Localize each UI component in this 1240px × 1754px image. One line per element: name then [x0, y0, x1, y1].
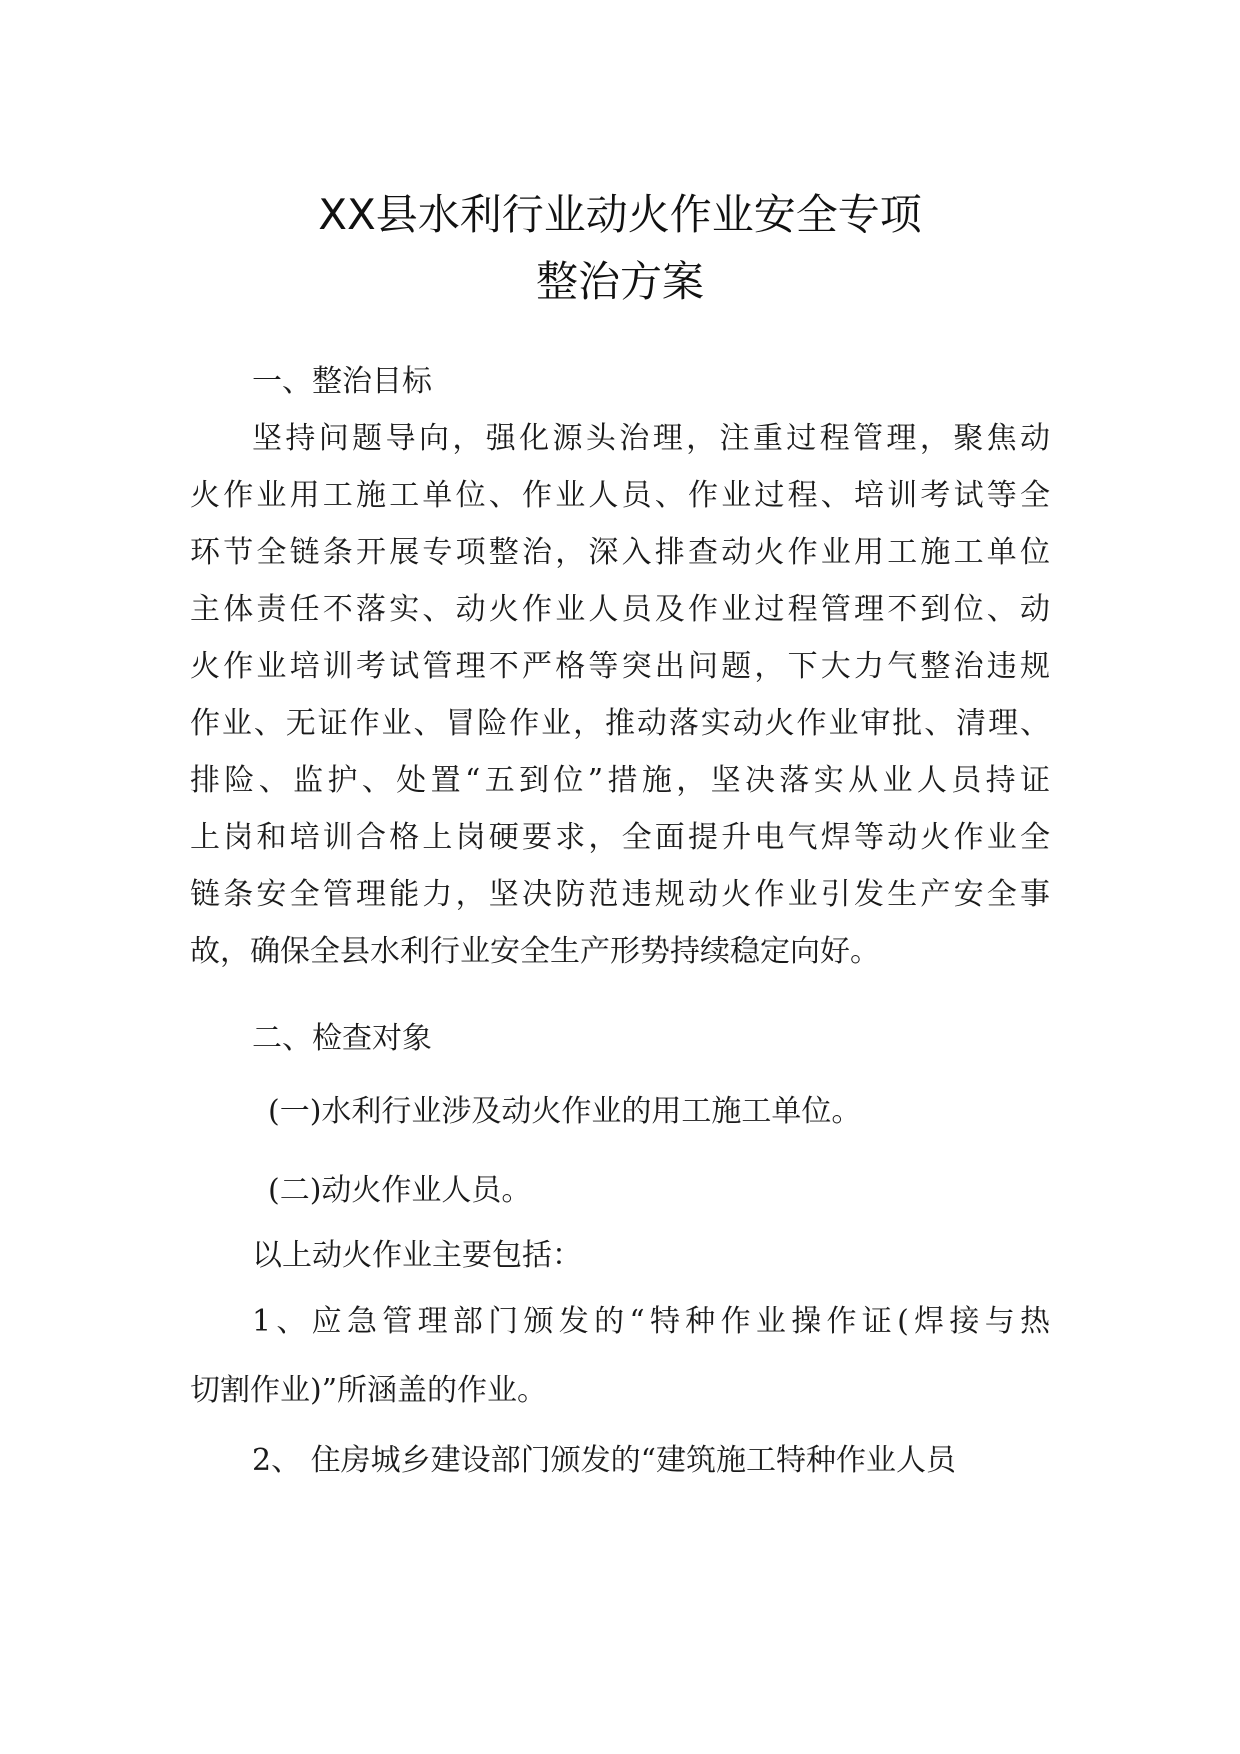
- paragraph-line: 作业、无证作业、冒险作业，推动落实动火作业审批、清理、: [190, 706, 1050, 741]
- section-heading-goals: 一、整治目标: [252, 364, 432, 399]
- paragraph-line: 火作业用工施工单位、作业人员、作业过程、培训考试等全: [190, 478, 1050, 513]
- scope-intro: 以上动火作业主要包括：: [252, 1238, 582, 1273]
- paragraph-line: 主体责任不落实、动火作业人员及作业过程管理不到位、动: [190, 592, 1050, 627]
- list-item: (二)动火作业人员。: [268, 1173, 532, 1208]
- numbered-point-line: 1、应急管理部门颁发的“特种作业操作证(焊接与热: [252, 1304, 1050, 1339]
- document-title-line-2: 整治方案: [535, 257, 704, 306]
- paragraph-line: 故，确保全县水利行业安全生产形势持续稳定向好。: [190, 934, 880, 969]
- paragraph-line: 上岗和培训合格上岗硬要求，全面提升电气焊等动火作业全: [190, 820, 1050, 855]
- paragraph-line: 链条安全管理能力，坚决防范违规动火作业引发生产安全事: [190, 877, 1050, 912]
- numbered-point-line: 2、 住房城乡建设部门颁发的“建筑施工特种作业人员: [252, 1443, 956, 1478]
- paragraph-line: 环节全链条开展专项整治，深入排查动火作业用工施工单位: [190, 535, 1050, 570]
- document-title-line-1: XX县水利行业动火作业安全专项: [318, 190, 922, 239]
- paragraph-line: 火作业培训考试管理不严格等突出问题，下大力气整治违规: [190, 649, 1050, 684]
- list-item: (一)水利行业涉及动火作业的用工施工单位。: [268, 1094, 862, 1129]
- numbered-point-line: 切割作业)”所涵盖的作业。: [190, 1373, 548, 1408]
- paragraph-line: 坚持问题导向，强化源头治理，注重过程管理，聚焦动: [252, 421, 1050, 456]
- paragraph-line: 排险、监护、处置“五到位”措施，坚决落实从业人员持证: [190, 763, 1050, 798]
- section-heading-targets: 二、检查对象: [252, 1021, 432, 1056]
